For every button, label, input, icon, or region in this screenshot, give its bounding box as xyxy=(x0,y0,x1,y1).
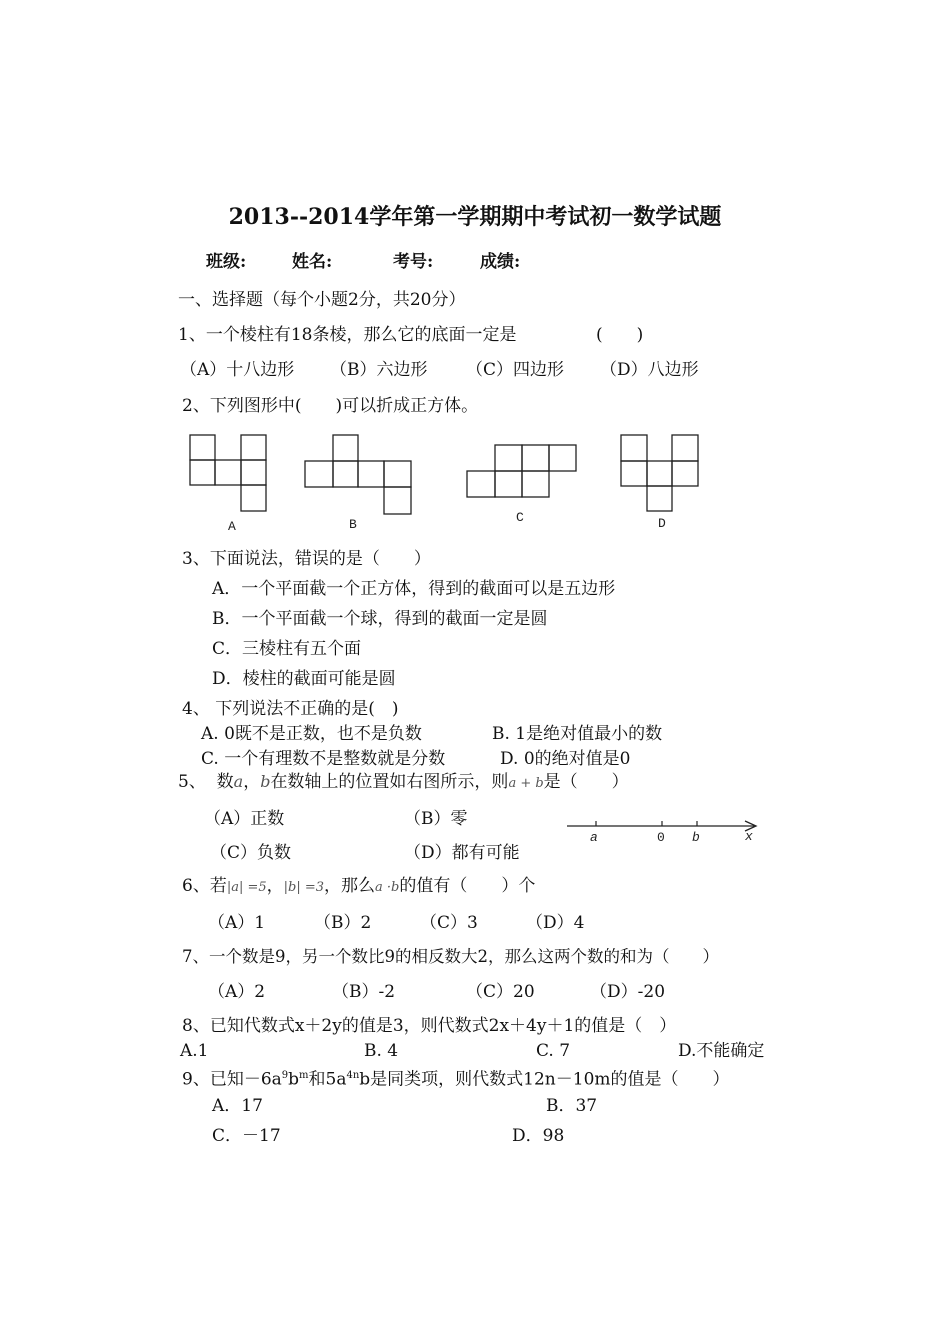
section-heading: 一、选择题（每个小题2分，共20分） xyxy=(178,290,466,310)
question-9-option-c: C．－17 xyxy=(212,1126,281,1146)
question-8-option-c: C. 7 xyxy=(536,1041,571,1061)
question-7-option-a: （A）2 xyxy=(208,982,266,1002)
question-7-stem: 7、一个数是9，另一个数比9的相反数大2，那么这两个数的和为（ ） xyxy=(182,947,719,966)
question-3-option-d: D．棱柱的截面可能是圆 xyxy=(212,669,396,689)
name-field-label: 姓名: xyxy=(292,252,333,272)
cube-net-a-label: A xyxy=(228,519,236,534)
question-8-option-d: D.不能确定 xyxy=(678,1041,765,1061)
exponent-4n: 4n xyxy=(346,1070,360,1081)
cube-net-c-label: C xyxy=(516,510,524,525)
question-9-option-a: A．17 xyxy=(212,1096,263,1116)
question-6-middle: ，那么 xyxy=(324,876,376,896)
class-field-label: 班级: xyxy=(206,252,247,272)
exam-number-field-label: 考号: xyxy=(393,252,434,272)
variable-a: a xyxy=(233,772,244,791)
question-5-option-b: （B）零 xyxy=(404,809,468,829)
number-line-label-b: b xyxy=(692,830,700,845)
question-9-text-1: 9、已知－6a xyxy=(182,1069,282,1090)
question-5-text-b: ， xyxy=(243,772,261,792)
question-4-option-c: C. 一个有理数不是整数就是分数 xyxy=(201,749,446,769)
question-1-option-d: （D）八边形 xyxy=(600,360,699,380)
question-6-option-d: （D）4 xyxy=(526,913,585,933)
question-4-stem: 4、 下列说法不正确的是( ) xyxy=(182,699,399,719)
question-9-text-3: 和5a xyxy=(308,1069,347,1090)
question-5-number: 5、 xyxy=(178,772,206,792)
question-5-option-a: （A）正数 xyxy=(204,809,285,829)
question-7-option-b: （B）-2 xyxy=(332,982,396,1002)
question-3-stem: 3、下面说法，错误的是（ ） xyxy=(182,549,431,569)
cube-net-b-label: B xyxy=(349,517,357,532)
variable-b: b xyxy=(260,772,271,791)
question-8-option-a: A.1 xyxy=(180,1041,209,1061)
question-6-option-a: （A）1 xyxy=(208,913,266,933)
question-9-text-4: b是同类项，则代数式12n－10m的值是（ ） xyxy=(359,1069,730,1090)
question-4-option-a: A. 0既不是正数，也不是负数 xyxy=(201,724,422,744)
question-1-option-c: （C）四边形 xyxy=(466,360,565,380)
question-1-answer-paren: ( ) xyxy=(596,325,644,345)
question-9-option-b: B．37 xyxy=(546,1096,598,1116)
question-5-option-c: （C）负数 xyxy=(210,843,292,863)
question-9-text-2: b xyxy=(288,1069,300,1090)
question-6-stem xyxy=(182,876,535,898)
condition-abs-a: |a| =5 xyxy=(226,880,267,895)
question-1-option-b: （B）六边形 xyxy=(330,360,428,380)
question-4-option-d: D. 0的绝对值是0 xyxy=(500,749,631,769)
question-3-option-a: A．一个平面截一个正方体，得到的截面可以是五边形 xyxy=(212,579,616,599)
question-6-prefix: 6、若 xyxy=(182,876,227,896)
question-8-option-b: B. 4 xyxy=(364,1041,399,1061)
expression-a-times-b: a ·b xyxy=(375,880,400,895)
expression-a-plus-b: a + b xyxy=(508,776,544,791)
question-6-option-c: （C）3 xyxy=(420,913,478,933)
question-6-suffix: 的值有（ ）个 xyxy=(399,876,536,896)
question-5-text-d: 是（ ） xyxy=(543,772,629,792)
question-8-stem: 8、已知代数式x＋2y的值是3，则代数式2x＋4y＋1的值是（ ） xyxy=(182,1016,677,1036)
question-2-stem: 2、下列图形中( )可以折成正方体。 xyxy=(182,396,479,416)
condition-abs-b: |b| =3 xyxy=(283,880,325,895)
exam-title: 2013--2014学年第一学期期中考试初一数学试题 xyxy=(228,204,722,230)
question-6-separator: ， xyxy=(266,876,284,896)
number-line-label-x: x xyxy=(745,829,753,844)
question-9-option-d: D．98 xyxy=(512,1126,565,1146)
question-5-option-d: （D）都有可能 xyxy=(404,843,520,863)
number-line-label-a: a xyxy=(590,830,598,845)
cube-net-d-label: D xyxy=(658,516,666,531)
question-3-option-b: B．一个平面截一个球，得到的截面一定是圆 xyxy=(212,609,548,629)
question-9-stem xyxy=(182,1066,730,1090)
question-7-option-c: （C）20 xyxy=(466,982,535,1002)
exponent-m: m xyxy=(299,1070,309,1081)
number-line-label-zero: 0 xyxy=(657,830,665,845)
question-4-option-b: B. 1是绝对值最小的数 xyxy=(492,724,663,744)
question-3-option-c: C．三棱柱有五个面 xyxy=(212,639,362,659)
question-1-option-a: （A）十八边形 xyxy=(180,360,295,380)
exponent-9: 9 xyxy=(281,1070,289,1081)
question-6-option-b: （B）2 xyxy=(314,913,372,933)
question-5-text-c: 在数轴上的位置如右图所示，则 xyxy=(270,772,509,792)
question-7-option-d: （D）-20 xyxy=(590,982,666,1002)
question-5-text-a: 数 xyxy=(216,772,234,792)
score-field-label: 成绩: xyxy=(480,252,521,272)
question-1-stem: 1、一个棱柱有18条棱，那么它的底面一定是 xyxy=(178,325,517,345)
